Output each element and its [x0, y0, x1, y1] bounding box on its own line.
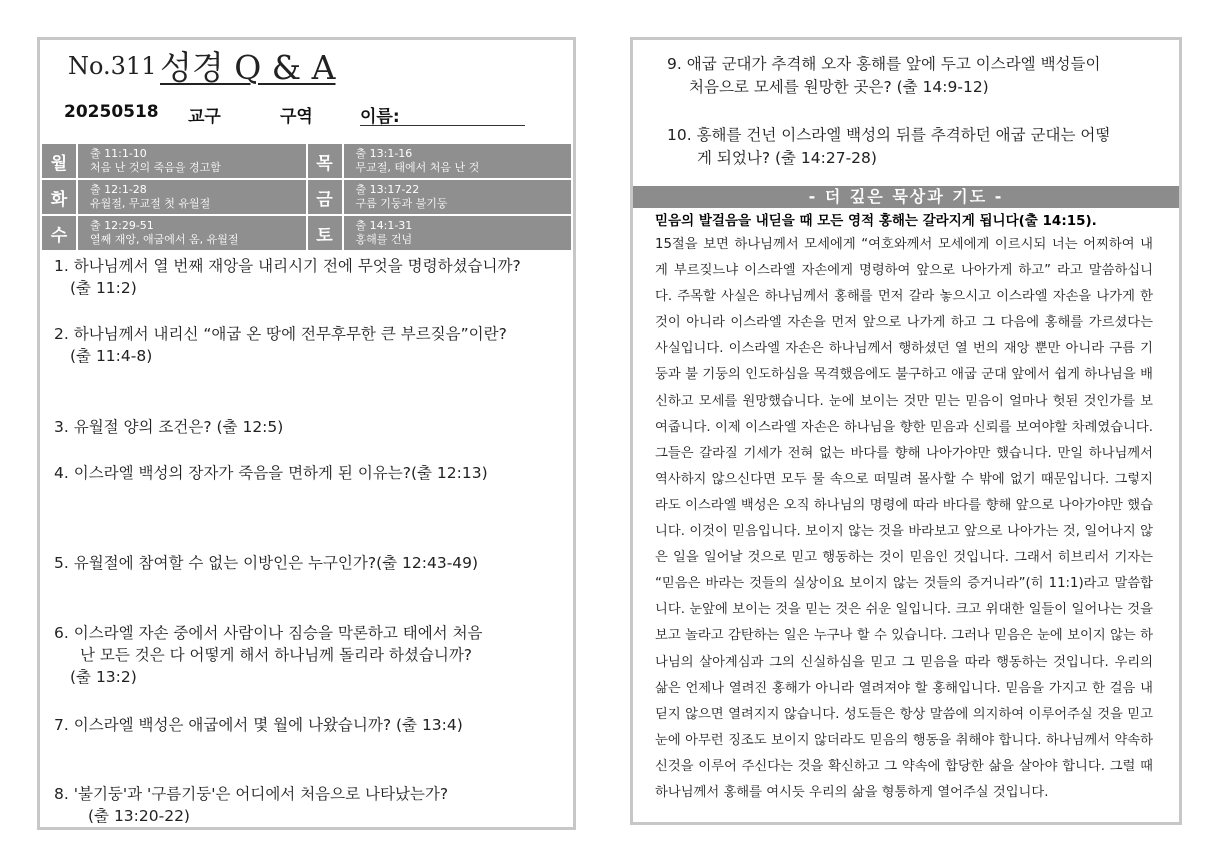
left-page	[37, 37, 576, 830]
reading-cell	[343, 143, 573, 179]
reading-cell	[343, 215, 573, 251]
question-9	[667, 53, 1177, 99]
question-4	[54, 462, 488, 484]
reading-cell	[77, 143, 307, 179]
question-text: 6. 이스라엘 자손 중에서 사람이나 짐승을 막론하고 태에서 처음	[54, 624, 483, 642]
schedule-row	[41, 143, 572, 179]
reading-cell	[77, 215, 307, 251]
reading-cell	[77, 179, 307, 215]
question-text-cont: 난 모든 것은 다 어떻게 해서 하나님께 돌리라 하셨습니까?	[80, 646, 473, 664]
day-cell: 수	[41, 215, 77, 251]
question-text-cont: 게 되었나? (출 14:27-28)	[697, 149, 877, 167]
reading-ref: 출 14:1-31	[355, 219, 413, 232]
question-ref: (출 13:2)	[70, 668, 137, 686]
reading-ref: 출 13:1-16	[355, 147, 413, 160]
day-cell: 화	[41, 179, 77, 215]
question-ref: (출 11:4-8)	[70, 347, 153, 365]
reading-ref: 출 13:17-22	[355, 183, 420, 196]
right-page	[630, 37, 1182, 825]
reading-ref: 출 11:1-10	[90, 147, 147, 160]
reading-title: 유월절, 무교절 첫 유월절	[90, 197, 211, 210]
issue-number: No.311	[68, 52, 157, 80]
parish-label: 교구	[188, 107, 221, 127]
meditation-banner: - 더 깊은 묵상과 기도 -	[633, 186, 1179, 208]
question-text: 7. 이스라엘 백성은 애굽에서 몇 월에 나왔습니까? (출 13:4)	[54, 716, 463, 734]
reading-ref: 출 12:29-51	[90, 219, 154, 232]
question-1	[54, 255, 521, 299]
date-label: 20250518	[64, 102, 159, 122]
schedule-row	[41, 215, 572, 251]
reading-title: 열째 재앙, 애굽에서 옴, 유월절	[90, 233, 239, 246]
question-text: 9. 애굽 군대가 추격해 오자 홍해를 앞에 두고 이스라엘 백성들이	[667, 55, 1101, 73]
question-text: 1. 하나님께서 열 번째 재앙을 내리시기 전에 무엇을 명령하셨습니까?	[54, 257, 521, 275]
question-text: 2. 하나님께서 내리신 “애굽 온 땅에 전무후무한 큰 부르짖음”이란?	[54, 325, 507, 343]
question-text: 3. 유월절 양의 조건은? (출 12:5)	[54, 418, 284, 436]
question-text: 8. '불기둥'과 '구름기둥'은 어디에서 처음으로 나타났는가?	[54, 785, 449, 803]
question-7	[54, 714, 463, 736]
meditation-body: 15절을 보면 하나님께서 모세에게 “여호와께서 모세에게 이르시되 너는 어찌하여 내게 부르짖느냐 이스라엘 자손에게 명령하여 앞으로 나아가게 하고” 라고 말씀하십니다. 주목할 사실은 하나님께서 홍해를 먼저 갈라 놓으시고 이스라엘 자손을 나가게 한 것이 아니라 이스라엘 자손을 먼저 앞으로 나가게 하고 그 다음에 홍해를 가르셨다는 사실입니다. 이스라엘 자손은 하나님께서 행하셨던 열 번의 재앙 뿐만 아니라 구름 기둥과 불 기둥의 인도하심을 목격했음에도 불구하고 애굽 군대 앞에서 쉽게 하나님을 배신하고 모세를 원망했습니다. 눈에 보이는 것만 믿는 믿음이 얼마나 헛된 것인가를 보여줍니다. 이제 이스라엘 자손은 하나님을 향한 믿음과 신뢰를 보여야할 차례였습니다. 그들은 갈라질 기세가 전혀 없는 바다를 향해 나아가야만 했습니다. 만일 하나님께서 역사하지 않으신다면 모두 물 속으로 떠밀려 몰사할 수 밖에 없기 때문입니다. 그렇지라도 이스라엘 백성은 오직 하나님의 명령에 따라 바다를 향해 앞으로 나아가야만 했습니다. 이것이 믿음입니다. 보이지 않는 것을 바라보고 앞으로 나아가는 것, 일어나지 않은 일을 일어날 것으로 믿고 행동하는 것이 믿음인 것입니다. 그래서 히브리서 기자는 “믿음은 바라는 것들의 실상이요 보이지 않는 것들의 증거니라”(히 11:1)라고 말씀합니다. 눈앞에 보이는 것을 믿는 것은 쉬운 일입니다. 크고 위대한 일들이 일어나는 것을 보고 놀라고 감탄하는 일은 누구나 할 수 있습니다. 그러나 믿음은 눈에 보이지 않는 하나님의 살아계심과 그의 신실하심을 믿고 그 믿음을 따라 행동하는 것입니다. 우리의 삶은 언제나 열려진 홍해가 아니라 열려져야 할 홍해입니다. 믿음을 가지고 한 걸음 내딛지 않으면 열려지지 않습니다. 성도들은 항상 말씀에 의지하여 이루어주실 것을 믿고 눈에 아무런 징조도 보이지 않더라도 믿음의 행동을 취해야 합니다. 하나님께서 약속하신것을 이루어 주신다는 것을 확신하고 그 약속에 합당한 삶을 살아야 합니다. 그럴 때 하나님께서 홍해를 여시듯 우리의 삶을 형통하게 열어주실 것입니다.	[655, 237, 1153, 800]
meditation-heading: 믿음의 발걸음을 내딛을 때 모든 영적 홍해는 갈라지게 됩니다(출 14:15).	[655, 213, 1097, 229]
question-5	[54, 552, 478, 574]
question-10	[667, 124, 1177, 170]
question-6	[54, 622, 572, 688]
day-cell: 금	[307, 179, 343, 215]
district-label: 구역	[280, 107, 313, 127]
question-3	[54, 416, 283, 438]
reading-title: 처음 난 것의 죽음을 경고함	[90, 161, 221, 174]
day-cell: 월	[41, 143, 77, 179]
reading-ref: 출 12:1-28	[90, 183, 147, 196]
day-cell: 목	[307, 143, 343, 179]
name-blank-line	[360, 125, 525, 126]
day-cell: 토	[307, 215, 343, 251]
reading-cell	[343, 179, 573, 215]
reading-schedule-table	[40, 142, 573, 252]
question-ref: (출 11:2)	[70, 279, 137, 297]
reading-title: 구름 기둥과 불기둥	[355, 197, 448, 210]
question-ref: (출 13:20-22)	[88, 807, 190, 825]
question-text: 10. 홍해를 건넌 이스라엘 백성의 뒤를 추격하던 애굽 군대는 어떻	[667, 126, 1111, 144]
question-text: 5. 유월절에 참여할 수 없는 이방인은 누구인가?(출 12:43-49)	[54, 554, 479, 572]
page-title: 성경 Q & A	[160, 48, 336, 87]
question-8	[54, 783, 448, 827]
question-text-cont: 처음으로 모세를 원망한 곳은? (출 14:9-12)	[689, 78, 989, 96]
question-2	[54, 323, 507, 367]
reading-title: 무교절, 태에서 처음 난 것	[355, 161, 480, 174]
name-label: 이름:	[360, 107, 400, 127]
question-text: 4. 이스라엘 백성의 장자가 죽음을 면하게 된 이유는?(출 12:13)	[54, 464, 488, 482]
schedule-row	[41, 179, 572, 215]
reading-title: 홍해를 건넘	[355, 233, 413, 246]
